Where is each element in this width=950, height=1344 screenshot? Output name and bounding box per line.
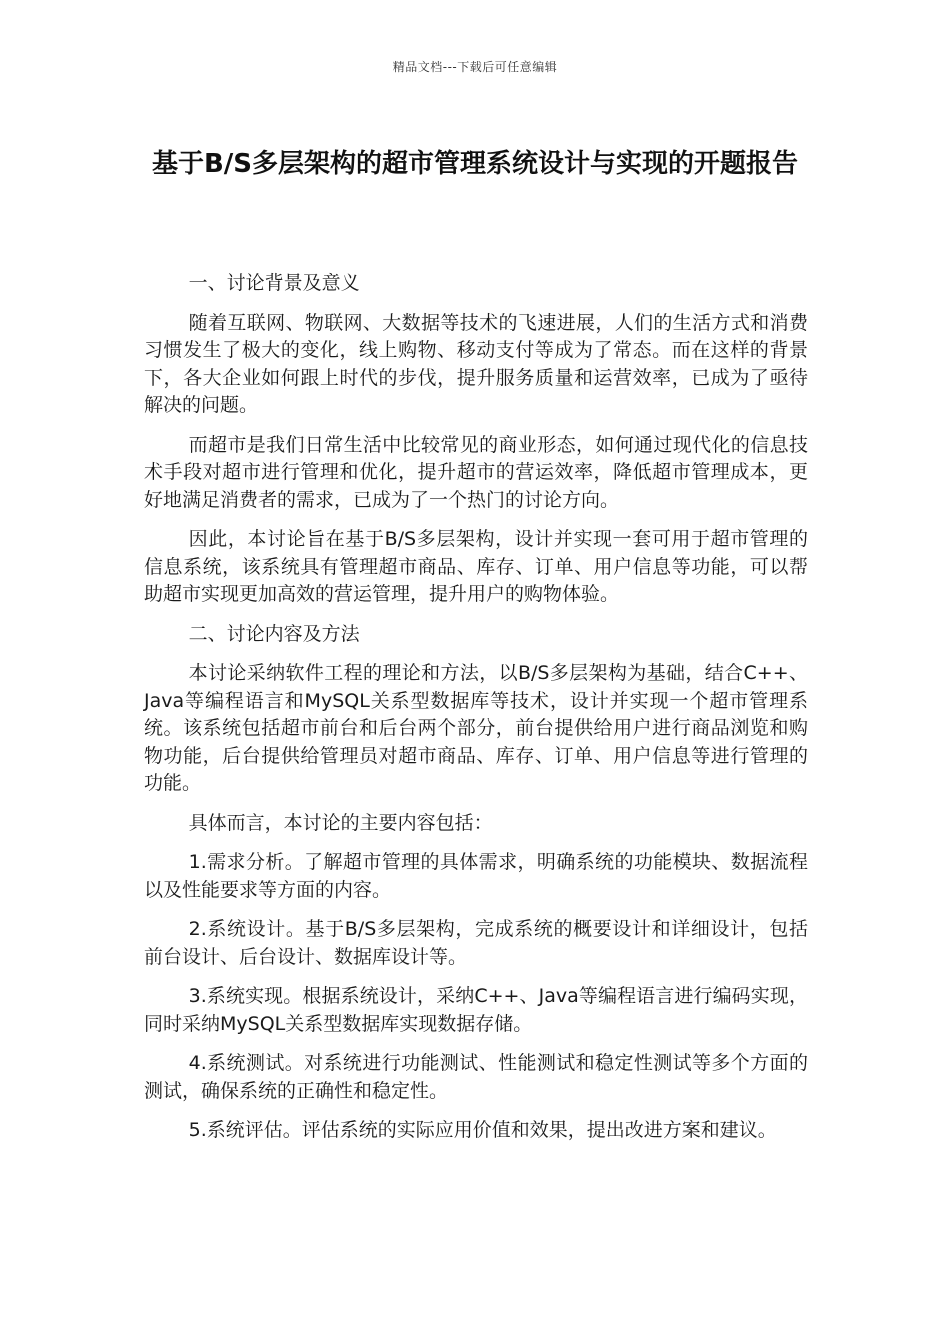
list-item-requirements: 1.需求分析。了解超市管理的具体需求，明确系统的功能模块、数据流程以及性能要求等方面的内容。 [144, 851, 808, 901]
list-item-testing: 4.系统测试。对系统进行功能测试、性能测试和稳定性测试等多个方面的测试，确保系统的正确性和稳定性。 [144, 1052, 808, 1102]
section-heading-background: 一、讨论背景及意义 [188, 272, 360, 294]
document-body [144, 268, 808, 1157]
section-heading-content: 二、讨论内容及方法 [188, 622, 360, 645]
paragraph-content-2: 具体而言，本讨论的主要内容包括： [188, 811, 493, 834]
paragraph-background-2: 而超市是我们日常生活中比较常见的商业形态，如何通过现代化的信息技术手段对超市进行管理和优化，提升超市的营运效率，降低超市管理成本，更好地满足消费者的需求，已成为了一个热门的讨论方向。 [144, 433, 808, 511]
paragraph-background-1: 随着互联网、物联网、大数据等技术的飞速进展，人们的生活方式和消费习惯发生了极大的变化，线上购物、移动支付等成为了常态。而在这样的背景下，各大企业如何跟上时代的步伐，提升服务质量和运营效率，已成为了亟待解决的问题。 [144, 311, 808, 416]
paragraph-background-3: 因此，本讨论旨在基于B/S多层架构，设计并实现一套可用于超市管理的信息系统，该系统具有管理超市商品、库存、订单、用户信息等功能，可以帮助超市实现更加高效的营运管理，提升用户的购物体验。 [144, 528, 808, 605]
list-item-design: 2.系统设计。基于B/S多层架构，完成系统的概要设计和详细设计，包括前台设计、后台设计、数据库设计等。 [144, 918, 808, 968]
paragraph-content-1: 本讨论采纳软件工程的理论和方法，以B/S多层架构为基础，结合C++、Java等编程语言和MySQL关系型数据库等技术，设计并实现一个超市管理系统。该系统包括超市前台和后台两个部分，前台提供给用户进行商品浏览和购物功能，后台提供给管理员对超市商品、库存、订单、用户信息等进行管理的功能。 [144, 662, 808, 794]
document-title: 基于B/S多层架构的超市管理系统设计与实现的开题报告 [151, 149, 799, 179]
list-item-implementation: 3.系统实现。根据系统设计，采纳C++、Java等编程语言进行编码实现，同时采纳MySQL关系型数据库实现数据存储。 [144, 985, 808, 1035]
list-item-evaluation: 5.系统评估。评估系统的实际应用价值和效果，提出改进方案和建议。 [188, 1119, 777, 1141]
header-note: 精品文档---下载后可任意编辑 [392, 60, 558, 74]
